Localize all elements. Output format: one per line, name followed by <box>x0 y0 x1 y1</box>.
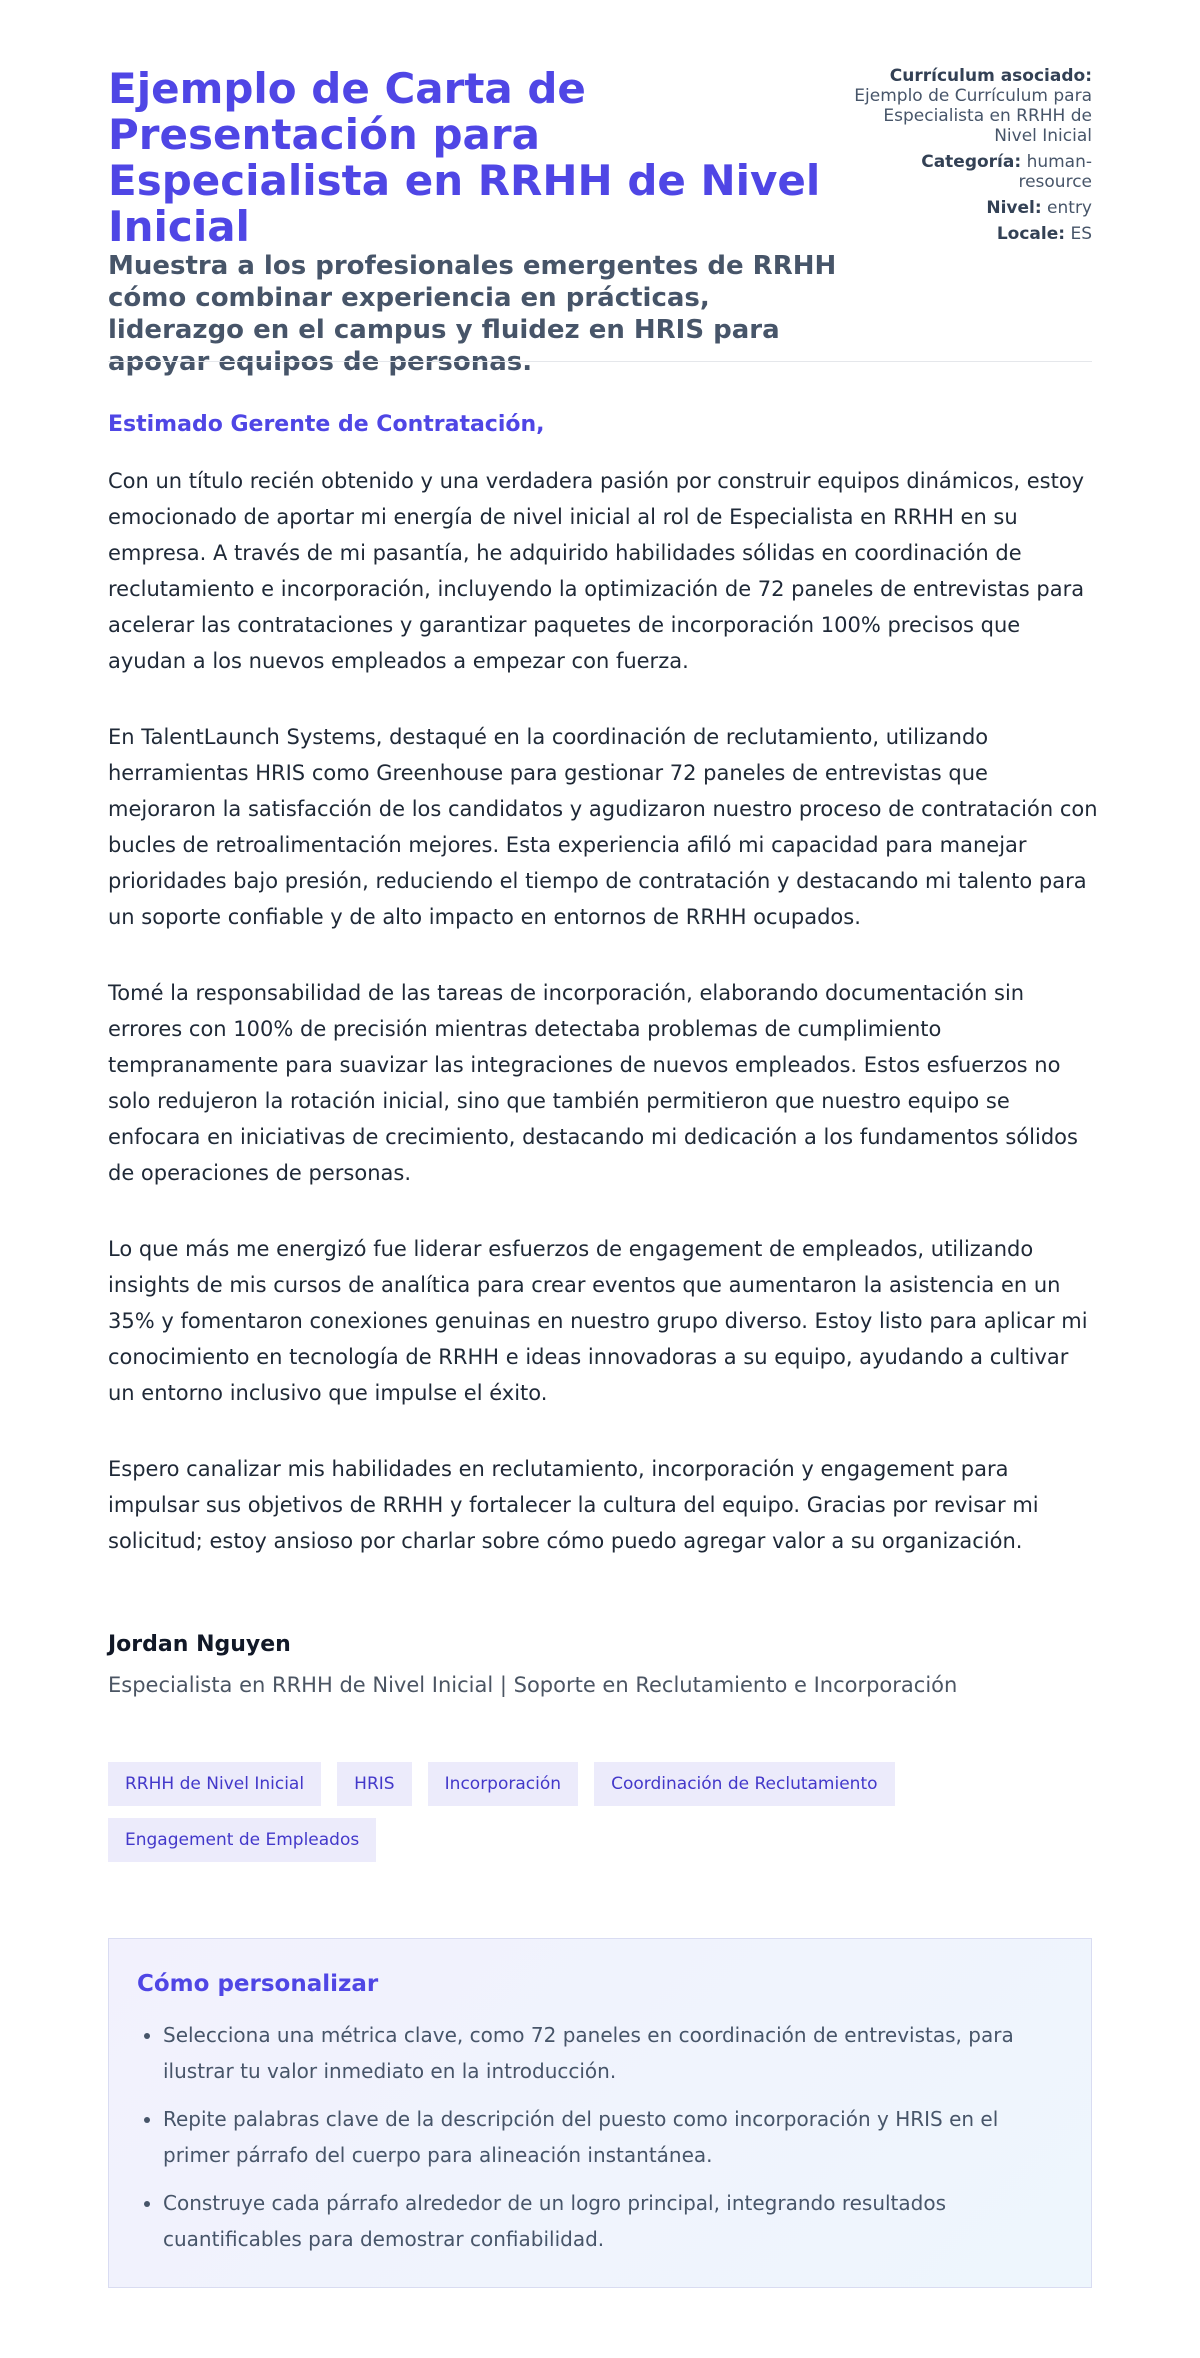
meta-category-value: human-resource <box>1018 152 1092 192</box>
page-header <box>108 66 1092 378</box>
meta-locale-value: ES <box>1070 224 1092 244</box>
meta-level-value: entry <box>1047 198 1092 218</box>
meta-level <box>852 198 1092 218</box>
signature-name: Jordan Nguyen <box>108 1632 291 1657</box>
page-subtitle: Muestra a los profesionales emergentes de RRHH cómo combinar experiencia en prácticas, liderazgo en el campus y fluidez en HRIS para apoyar equipos de personas. <box>108 251 837 377</box>
tag-list <box>108 1762 1092 1874</box>
tag-chip: RRHH de Nivel Inicial <box>108 1762 321 1806</box>
meta-locale-label: Locale: <box>996 224 1066 244</box>
customization-tips-box <box>108 1938 1092 2288</box>
meta-category <box>852 152 1092 192</box>
tag-chip: HRIS <box>337 1762 411 1806</box>
tip-item: • Repite palabras clave de la descripción del puesto como incorporación y HRIS en el primer párrafo del cuerpo para alineación instantánea. <box>163 2101 1063 2173</box>
page-title: Ejemplo de Carta de Presentación para Especialista en RRHH de Nivel Inicial <box>108 64 821 251</box>
tag-chip: Incorporación <box>428 1762 578 1806</box>
letter-paragraph: Lo que más me energizó fue liderar esfuerzos de engagement de empleados, utilizando insights de mis cursos de analítica para crear eventos que aumentaron la asistencia en un 35% y fomentaron conexiones genuinas en nuestro grupo diverso. Estoy listo para aplicar mi conocimiento en tecnología de RRHH e ideas innovadoras a su equipo, ayudando a cultivar un entorno inclusivo que impulse el éxito. <box>108 1237 1088 1405</box>
tips-title: Cómo personalizar <box>137 1971 379 1997</box>
meta-resume-label: Currículum asociado: <box>889 66 1092 86</box>
meta-resume-value: Ejemplo de Currículum para Especialista en RRHH de Nivel Inicial <box>854 86 1092 146</box>
tip-item: • Selecciona una métrica clave, como 72 paneles en coordinación de entrevistas, para ilustrar tu valor inmediato en la introducción. <box>163 2017 1063 2089</box>
meta-locale <box>852 224 1092 244</box>
letter-paragraph: Espero canalizar mis habilidades en reclutamiento, incorporación y engagement para impulsar sus objetivos de RRHH y fortalecer la cultura del equipo. Gracias por revisar mi solicitud; estoy ansioso por charlar sobre cómo puedo agregar valor a su organización. <box>108 1457 1039 1553</box>
tips-list <box>137 2017 1063 2257</box>
tag-chip: Coordinación de Reclutamiento <box>594 1762 894 1806</box>
tag-chip: Engagement de Empleados <box>108 1818 376 1862</box>
letter-greeting: Estimado Gerente de Contratación, <box>108 412 545 437</box>
meta-resume <box>852 66 1092 146</box>
letter-paragraph: Tomé la responsabilidad de las tareas de incorporación, elaborando documentación sin errores con 100% de precisión mientras detectaba problemas de cumplimiento tempranamente para suavizar las integraciones de nuevos empleados. Estos esfuerzos no solo redujeron la rotación inicial, sino que también permitieron que nuestro equipo se enfocara en iniciativas de crecimiento, destacando mi dedicación a los fundamentos sólidos de operaciones de personas. <box>108 981 1078 1185</box>
signature-role: Especialista en RRHH de Nivel Inicial | Soporte en Reclutamiento e Incorporación <box>108 1673 958 1697</box>
meta-panel <box>852 66 1092 250</box>
letter-paragraph: Con un título recién obtenido y una verdadera pasión por construir equipos dinámicos, estoy emocionado de aportar mi energía de nivel inicial al rol de Especialista en RRHH en su empresa. A través de mi pasantía, he adquirido habilidades sólidas en coordinación de reclutamiento e incorporación, incluyendo la optimización de 72 paneles de entrevistas para acelerar las contrataciones y garantizar paquetes de incorporación 100% precisos que ayudan a los nuevos empleados a empezar con fuerza. <box>108 469 1085 673</box>
meta-level-label: Nivel: <box>986 198 1042 218</box>
tip-item: • Construye cada párrafo alrededor de un logro principal, integrando resultados cuantificables para demostrar confiabilidad. <box>163 2185 1063 2257</box>
letter-body <box>108 463 1098 1599</box>
letter-paragraph: En TalentLaunch Systems, destaqué en la coordinación de reclutamiento, utilizando herramientas HRIS como Greenhouse para gestionar 72 paneles de entrevistas que mejoraron la satisfacción de los candidatos y agudizaron nuestro proceso de contratación con bucles de retroalimentación mejores. Esta experiencia afiló mi capacidad para manejar prioridades bajo presión, reduciendo el tiempo de contratación y destacando mi talento para un soporte confiable y de alto impacto en entornos de RRHH ocupados. <box>108 725 1098 929</box>
header-divider <box>108 361 1092 362</box>
meta-category-label: Categoría: <box>921 152 1022 172</box>
